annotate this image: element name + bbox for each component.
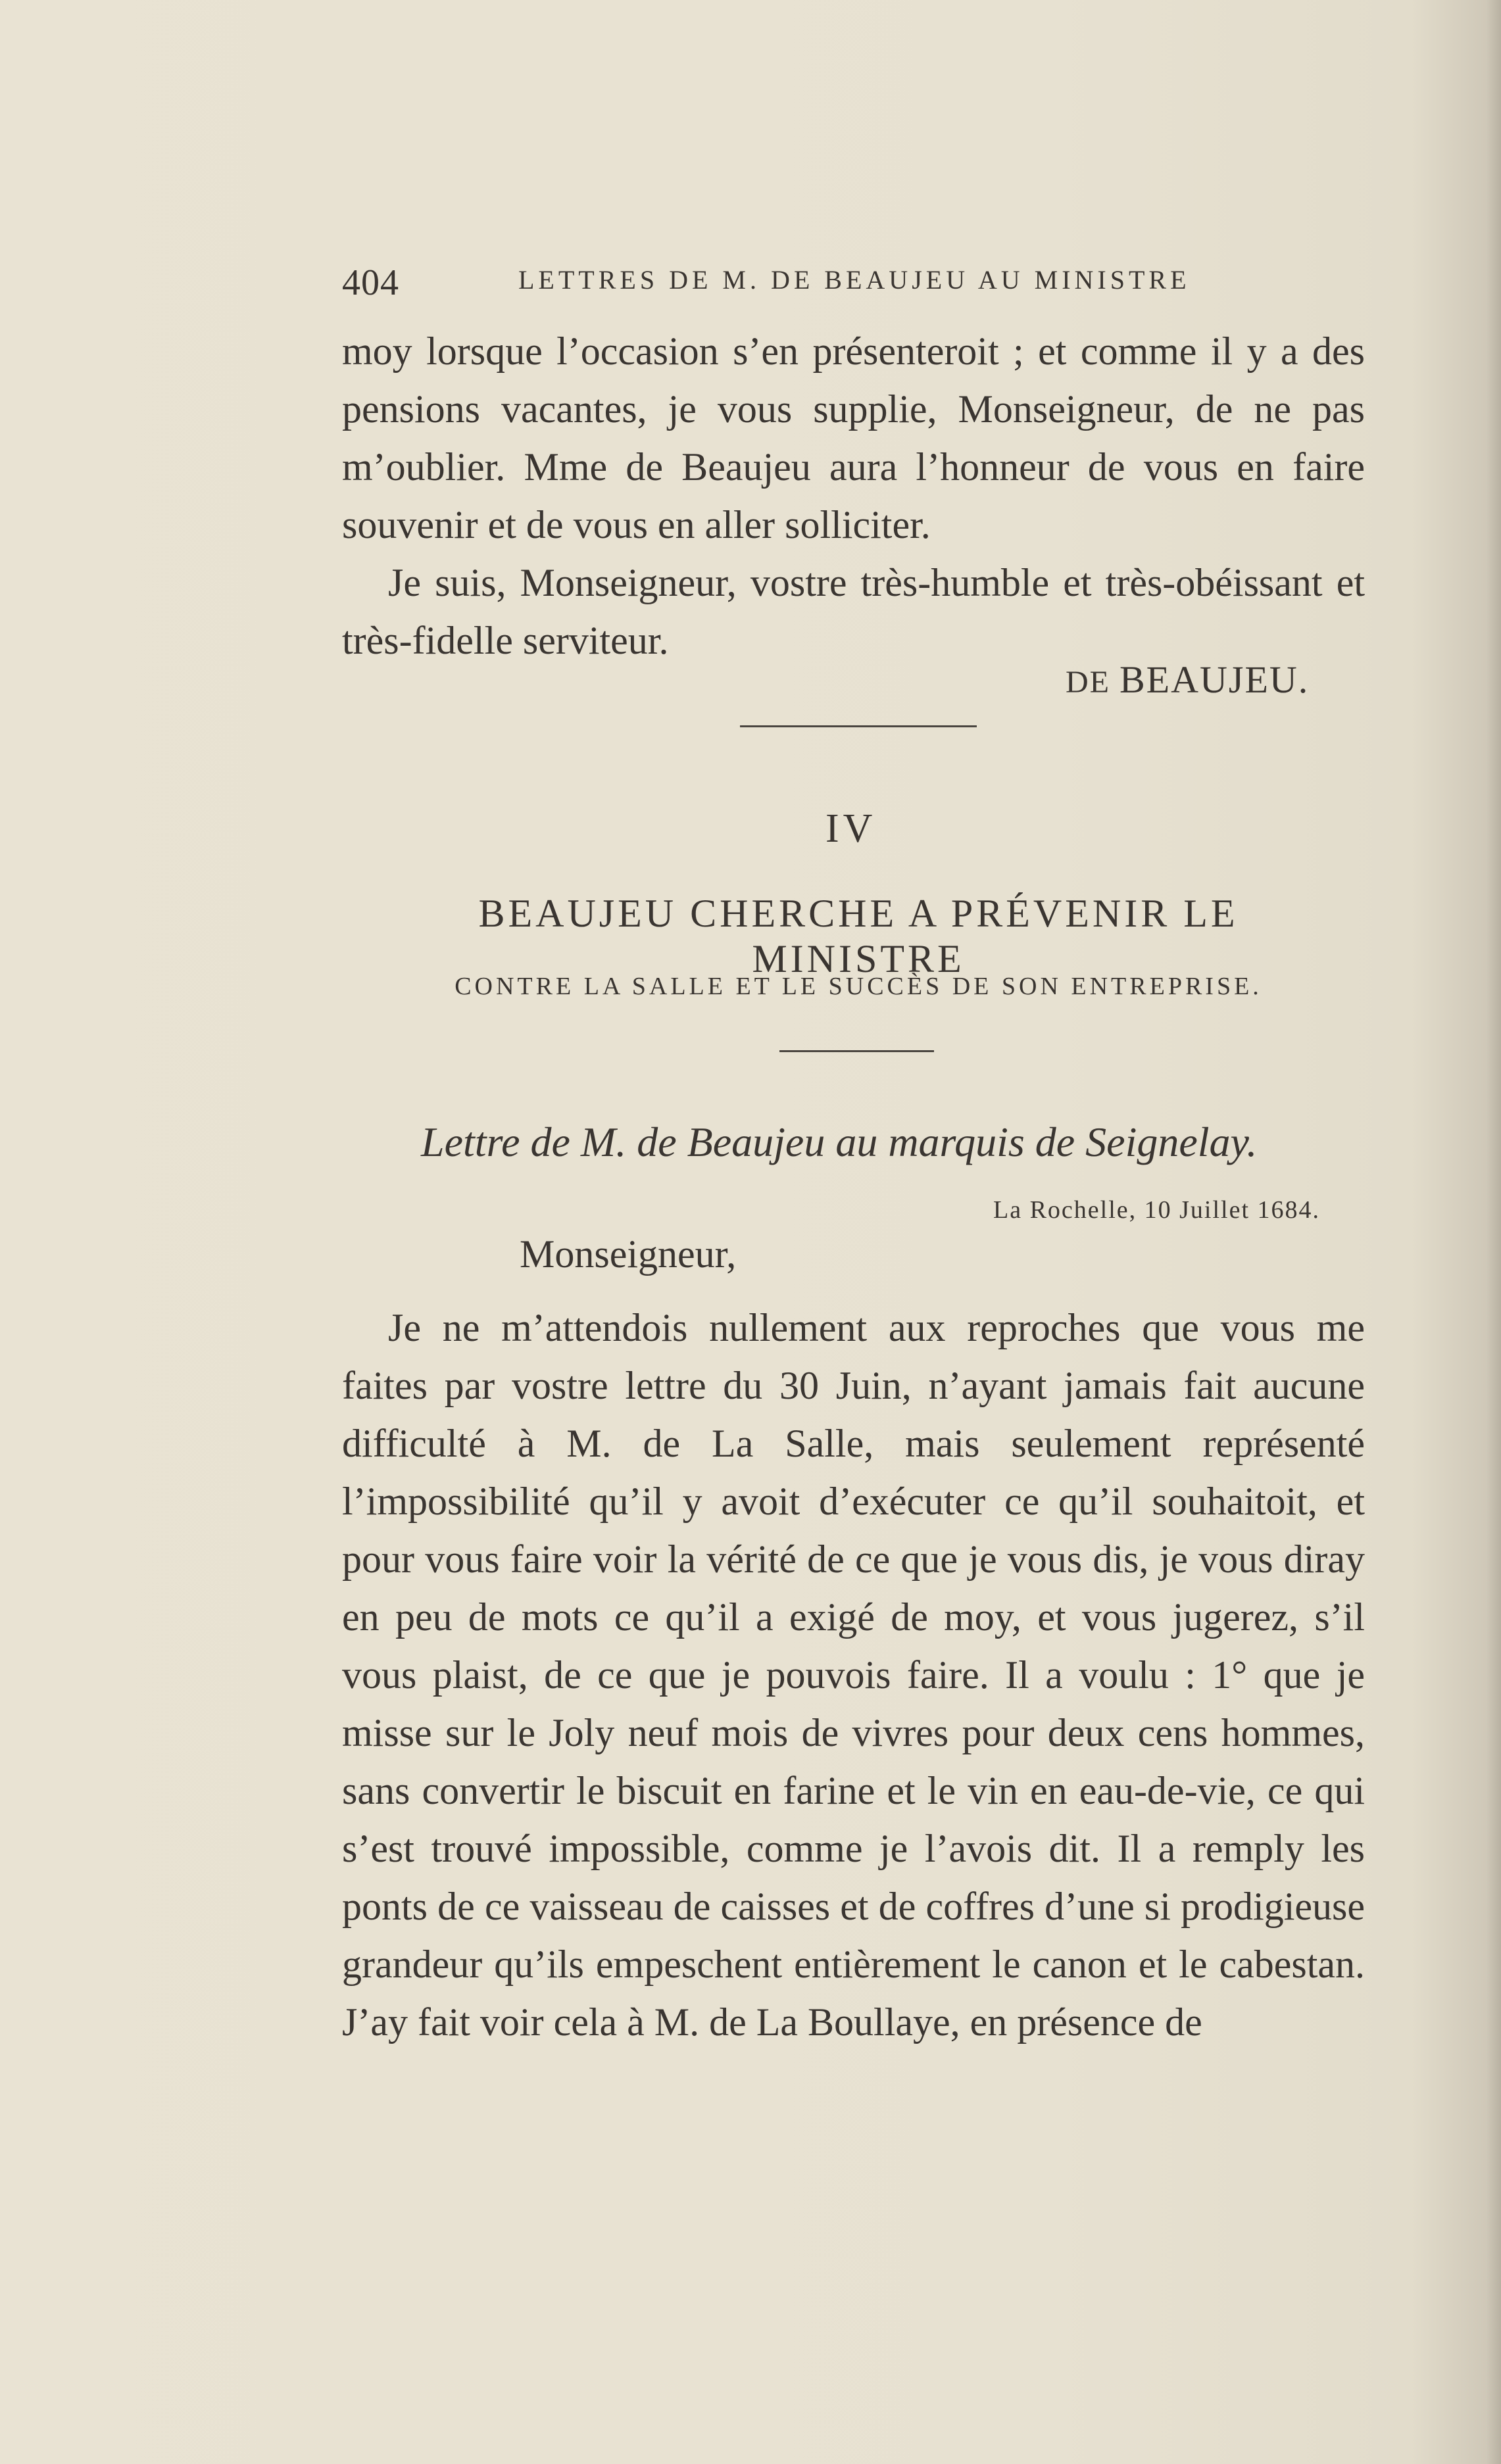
- letter-title: Lettre de M. de Beaujeu au marquis de Seignelay.: [421, 1119, 1258, 1165]
- letter-body: [342, 1299, 1365, 2051]
- signature-name: BEAUJEU.: [1119, 658, 1310, 701]
- letter-body-paragraph: Je ne m’attendois nullement aux reproches que vous me faites par vostre lettre du 30 Juin, n’ayant jamais fait aucune difficulté à M. de La Salle, mais seulement représenté l’impossibilité qu’il y avoit d’exécuter ce qu’il souhaitoit, et pour vous faire voir la vérité de ce que je vous dis, je vous diray en peu de mots ce qu’il a exigé de moy, et vous jugerez, s’il vous plaist, de ce que je pouvois faire. Il a voulu : 1° que je misse sur le Joly neuf mois de vivres pour deux cens hommes, sans convertir le biscuit en farine et le vin en eau-de-vie, ce qui s’est trouvé impossible, comme je l’avois dit. Il a remply les ponts de ce vaisseau de caisses et de coffres d’une si prodigieuse grandeur qu’ils empeschent entièrement le canon et le cabestan. J’ay fait voir cela à M. de La Boullaye, en présence de: [342, 1306, 1365, 2044]
- section-title: BEAUJEU CHERCHE A PRÉVENIR LE MINISTRE: [478, 892, 1239, 980]
- section-rule: [779, 1050, 934, 1052]
- page-header: [342, 255, 1362, 301]
- running-head: LETTRES DE M. DE BEAUJEU AU MINISTRE: [518, 265, 1191, 295]
- section-subtitle: CONTRE LA SALLE ET LE SUCCÈS DE SON ENTREPRISE.: [455, 973, 1262, 1000]
- page-number: 404: [342, 262, 399, 303]
- continued-text: [342, 322, 1365, 669]
- continued-paragraph: moy lorsque l’occasion s’en présenteroit ; et comme il y a des pensions vacantes, je vous supplie, Monseigneur, de ne pas m’oublier. Mme de Beaujeu aura l’honneur de vous en faire souvenir et de vous en aller solliciter.: [342, 329, 1365, 546]
- divider-rule: [740, 725, 977, 727]
- signature: [1066, 658, 1309, 702]
- signature-prefix: DE: [1066, 665, 1110, 700]
- section-number: IV: [825, 806, 877, 851]
- letter-dateline: La Rochelle, 10 Juillet 1684.: [993, 1196, 1321, 1224]
- closing-formula: Je suis, Monseigneur, vostre très-humble et très-obéissant et très-fidelle serviteur.: [342, 561, 1365, 662]
- letter-salutation: Monseigneur,: [520, 1232, 737, 1276]
